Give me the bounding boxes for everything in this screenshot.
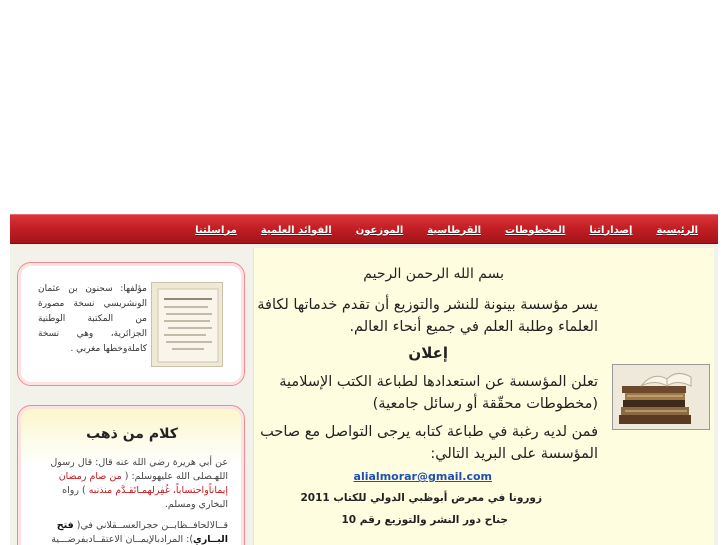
announcement-title: إعلان bbox=[408, 344, 448, 362]
nav-item-stationery[interactable]: القرطاسية bbox=[427, 224, 482, 236]
contact-text: فمن لديه رغبة في طباعة كتابه يرجى التواصل مع صاحب المؤسسة على البريد التالي: bbox=[260, 424, 598, 462]
intro-text: يسر مؤسسة بينونة للنشر والتوزيع أن تقدم خدماتها لكافة العلماء وطلبة العلم في جميع أنحاء العالم. bbox=[257, 297, 598, 335]
book-fair-text: زورونا في معرض أبوظبي الدولي للكتاب 2011 bbox=[300, 492, 542, 504]
basmala-heading: بسم الله الرحمن الرحيم bbox=[363, 266, 504, 282]
commentary-suffix: ): المرادبالإيمــان الاعتقــادبفرضـــية bbox=[51, 534, 194, 545]
manuscript-box bbox=[17, 262, 245, 386]
announcement-text: تعلن المؤسسة عن استعدادها لطباعة الكتب الإسلامية (مخطوطات محقّقة أو رسائل جامعية) bbox=[279, 374, 598, 412]
words-of-gold-box bbox=[17, 405, 245, 545]
nav-item-contact[interactable]: مراسلتنا bbox=[195, 224, 237, 236]
nav-item-distributors[interactable]: الموزعون bbox=[355, 224, 404, 236]
hadith-outro: ) رواه البخاري ومسلم. bbox=[62, 485, 228, 510]
books-stack-image bbox=[612, 364, 710, 430]
nav-list bbox=[183, 215, 710, 245]
hadith-quote: من صام رمضان إيماناًواحتساباً، غُفِرلهمـاتَقـدَّم منذنبه bbox=[58, 471, 228, 496]
words-of-gold-title: كلام من ذهب bbox=[86, 426, 178, 442]
main-announcement-panel bbox=[253, 248, 714, 545]
header-banner bbox=[10, 0, 718, 214]
nav-item-manuscripts[interactable]: المخطوطات bbox=[505, 224, 566, 236]
booth-number-text: جناح دور النشر والتوزيع رقم 10 bbox=[341, 514, 508, 526]
commentary-book-title: فتح البــاري bbox=[56, 520, 228, 545]
manuscript-description: مؤلفها: سحنون بن عثمان الونشريسي نسخة مصورة من المكتبة الوطنية الجزائرية، وهي نسخة كاملةوخطها مغربي . bbox=[38, 284, 147, 354]
nav-item-publications[interactable]: إصداراتنا bbox=[589, 224, 633, 236]
hadith-intro: عن أبي هريرة رضي الله عنه قال: قال رسول اللهـصلى الله عليهوسلم: ( bbox=[50, 457, 228, 482]
manuscript-page-icon bbox=[152, 283, 223, 367]
commentary-text bbox=[36, 519, 228, 545]
nav-item-scientific-benefits[interactable]: الفوائد العلمية bbox=[260, 224, 332, 236]
hadith-text bbox=[36, 456, 228, 512]
nav-item-home[interactable]: الرئيسية bbox=[656, 224, 698, 236]
commentary-prefix: قــالالحافــظابــن حجرالعســقلاني في( bbox=[73, 520, 228, 531]
main-navigation bbox=[10, 214, 718, 244]
email-link[interactable]: alialmorar@gmail.com bbox=[353, 470, 492, 483]
books-stack-icon bbox=[612, 365, 709, 430]
manuscript-image[interactable] bbox=[151, 282, 223, 367]
